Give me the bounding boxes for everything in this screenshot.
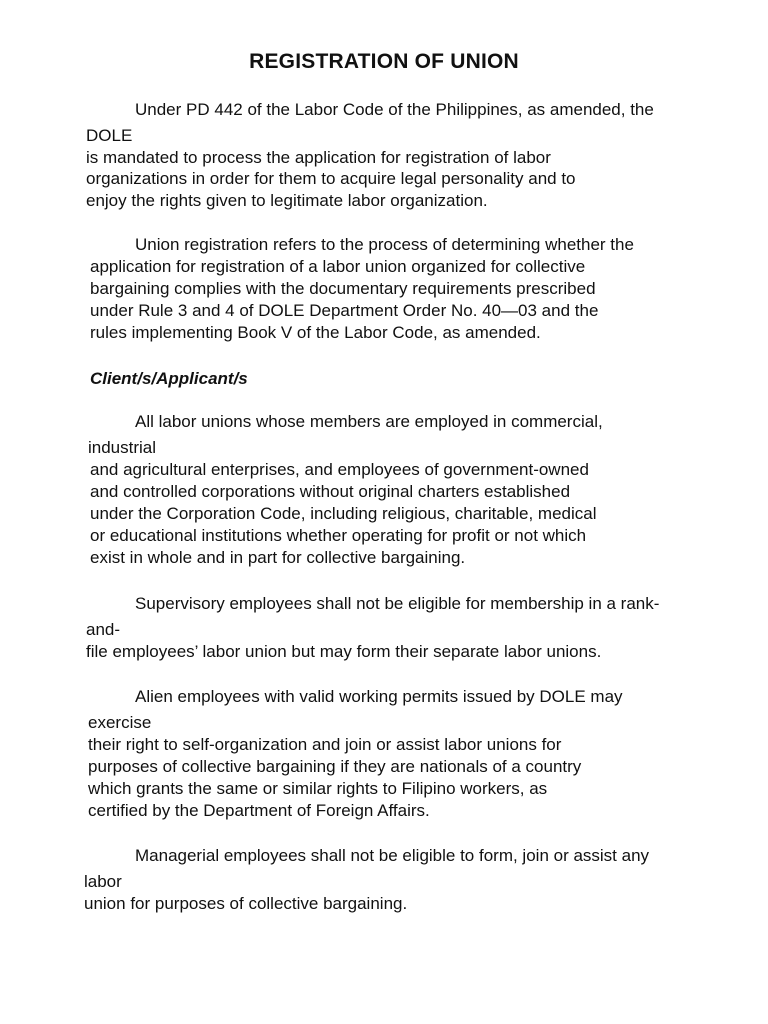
paragraph-5-line-2: exercise	[88, 713, 152, 732]
paragraph-2-line-5: rules implementing Book V of the Labor Code, as amended.	[90, 323, 541, 342]
section-heading: Client/s/Applicant/s	[90, 369, 248, 388]
paragraph-2-line-3: bargaining complies with the documentary requirements prescribed	[90, 279, 596, 298]
paragraph-2-line-1: Union registration refers to the process of determining whether the	[135, 235, 634, 254]
paragraph-4-line-2: and-	[86, 620, 121, 639]
paragraph-6-line-3: union for purposes of collective bargaining.	[84, 894, 408, 913]
paragraph-3-line-7: exist in whole and in part for collective bargaining.	[90, 548, 466, 567]
paragraph-1-line-4: organizations in order for them to acquire legal personality and to	[86, 169, 576, 188]
paragraph-2-line-4: under Rule 3 and 4 of DOLE Department Order No. 40—03 and the	[90, 301, 599, 320]
paragraph-1-line-5: enjoy the rights given to legitimate labor organization.	[86, 191, 488, 210]
paragraph-5-line-6: certified by the Department of Foreign Affairs.	[88, 801, 430, 820]
paragraph-6-line-2: labor	[84, 872, 122, 891]
paragraph-3-line-3: and agricultural enterprises, and employees of government-owned	[90, 460, 589, 479]
paragraph-4-line-3: file employees’ labor union but may form their separate labor unions.	[86, 642, 602, 661]
paragraph-3-line-6: or educational institutions whether operating for profit or not which	[90, 526, 587, 545]
paragraph-3-line-2: industrial	[88, 438, 157, 457]
paragraph-1-line-2: DOLE	[86, 126, 133, 145]
paragraph-3-line-1: All labor unions whose members are employed in commercial,	[135, 412, 603, 431]
paragraph-5-line-1: Alien employees with valid working permits issued by DOLE may	[135, 687, 623, 706]
paragraph-6-line-1: Managerial employees shall not be eligible to form, join or assist any	[135, 846, 650, 865]
paragraph-5-line-3: their right to self-organization and join or assist labor unions for	[88, 735, 562, 754]
paragraph-5-line-5: which grants the same or similar rights to Filipino workers, as	[88, 779, 548, 798]
paragraph-5-line-4: purposes of collective bargaining if they are nationals of a country	[88, 757, 582, 776]
paragraph-3-line-4: and controlled corporations without original charters established	[90, 482, 571, 501]
paragraph-3-line-5: under the Corporation Code, including religious, charitable, medical	[90, 504, 597, 523]
paragraph-1-line-3: is mandated to process the application for registration of labor	[86, 148, 551, 167]
paragraph-4-line-1: Supervisory employees shall not be eligible for membership in a rank-	[135, 594, 660, 613]
paragraph-2-line-2: application for registration of a labor union organized for collective	[90, 257, 586, 276]
paragraph-1-line-1: Under PD 442 of the Labor Code of the Philippines, as amended, the	[135, 100, 654, 119]
document-title: REGISTRATION OF UNION	[249, 50, 519, 73]
